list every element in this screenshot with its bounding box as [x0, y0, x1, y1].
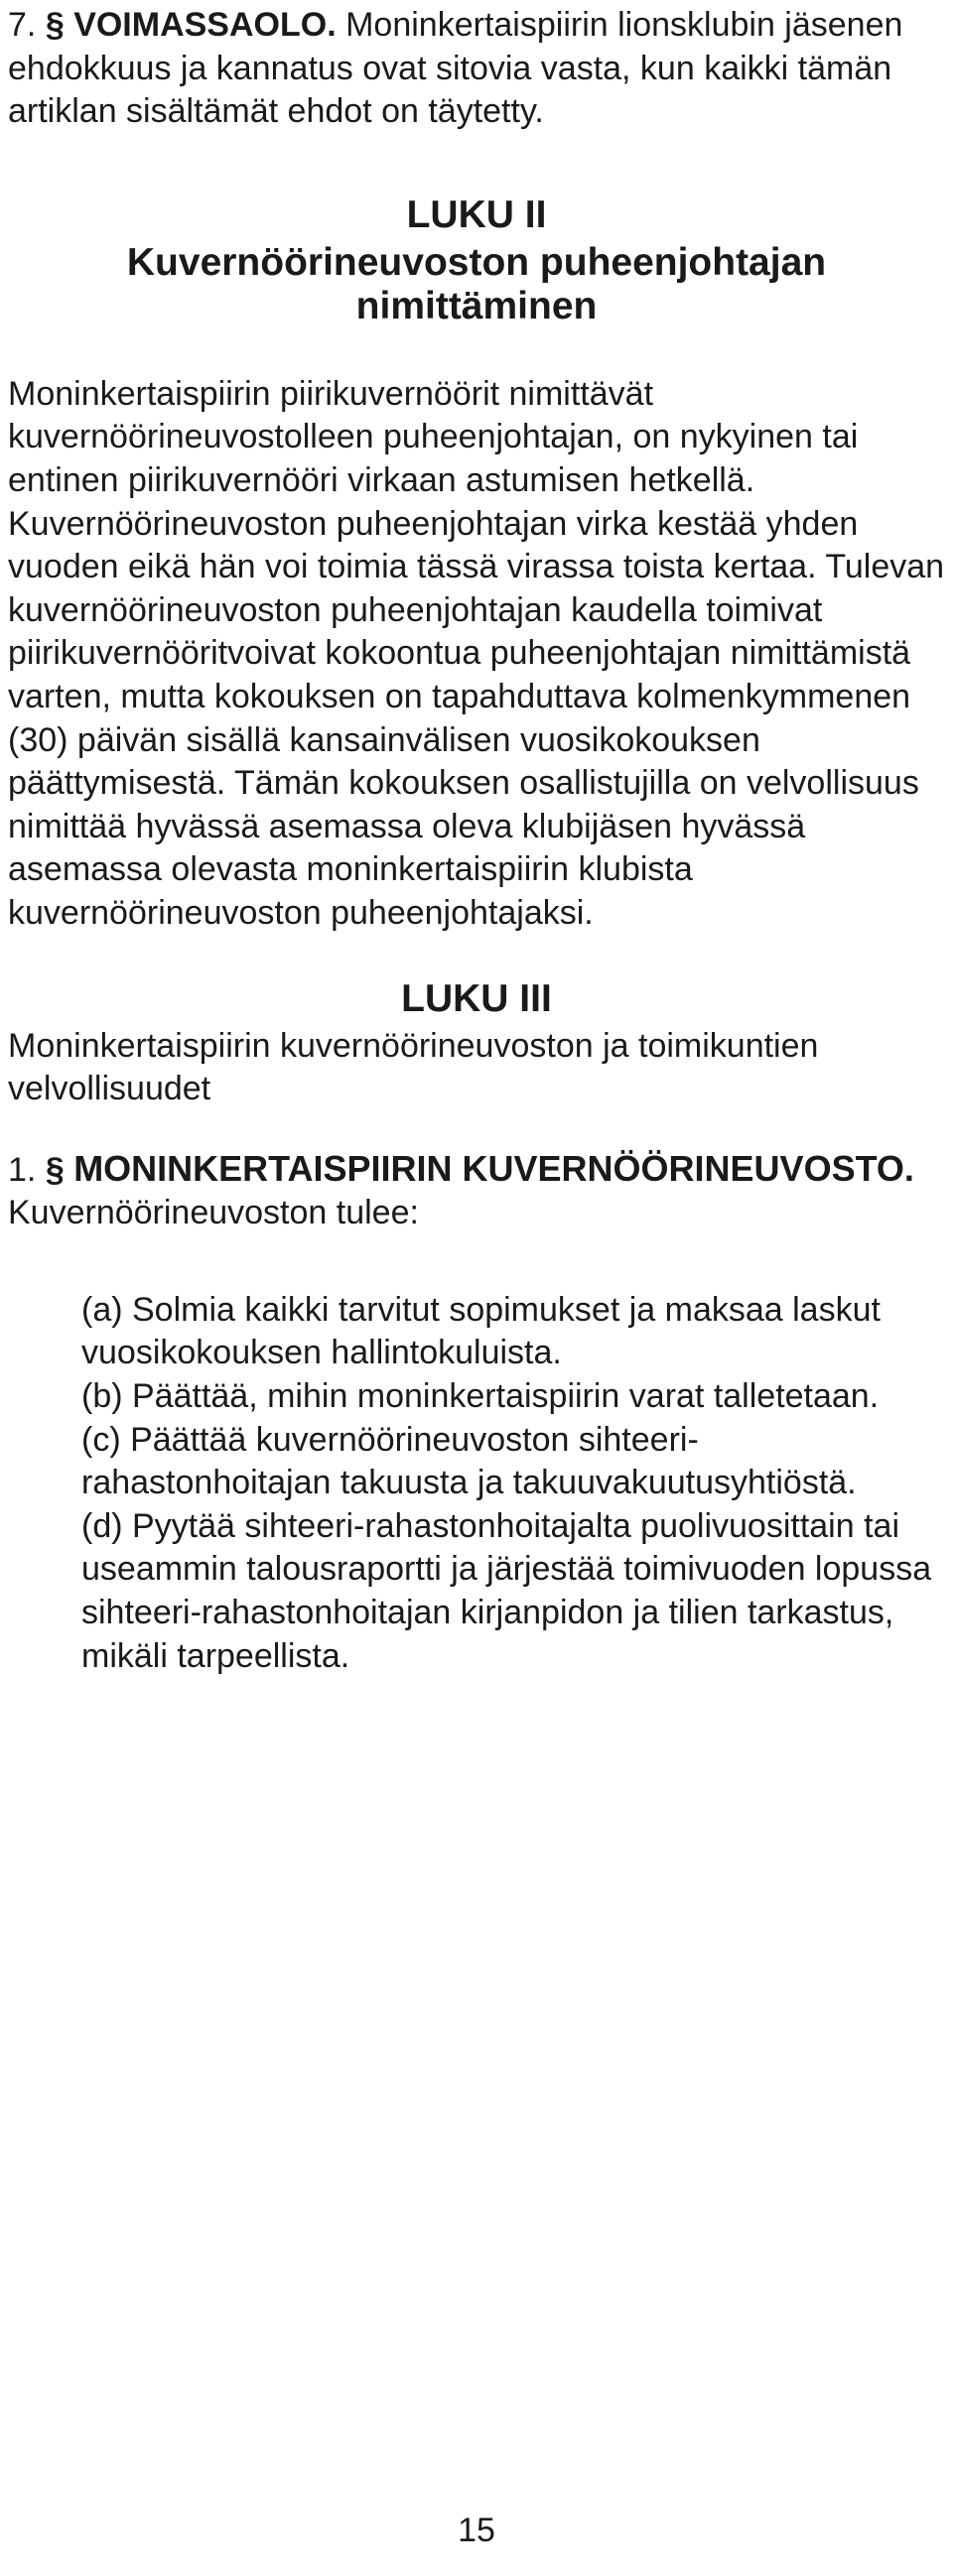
chapter-3-heading: LUKU III	[401, 976, 552, 1020]
chapter-2-heading: LUKU II	[406, 193, 547, 236]
list-item: (a) Solmia kaikki tarvitut sopimukset ja maksaa laskut vuosikokouksen hallintokuluista.	[81, 1290, 881, 1372]
section-symbol: §	[45, 6, 65, 44]
section-title: VOIMASSAOLO.	[73, 6, 337, 44]
section-number: 7.	[8, 6, 37, 44]
section-1-number: 1.	[8, 1150, 37, 1189]
section-1-title: MONINKERTAISPIIRIN KUVERNÖÖRINEUVOSTO.	[73, 1147, 914, 1189]
page-number: 15	[458, 2512, 495, 2549]
chapter-2-subheading: Kuvernöörineuvoston puheenjohtajan nimittäminen	[126, 240, 827, 327]
document-page	[8, 0, 945, 2576]
chapter-3-subheading: Moninkertaispiirin kuvernöörineuvoston ja toimikuntien velvollisuudet	[8, 1026, 819, 1108]
section-1-symbol: §	[45, 1150, 65, 1189]
section-1-text: Kuvernöörineuvoston tulee:	[8, 1194, 419, 1232]
duties-list	[8, 1289, 945, 1678]
chapter-2-paragraph: Moninkertaispiirin piirikuvernöörit nimittävät kuvernöörineuvostolleen puheenjohtajan, on nykyinen tai entinen piirikuvernööri virkaan astumisen hetkellä. Kuvernöörineuvoston puheenjohtajan virka kestää yhden vuoden eikä hän voi toimia tässä virassa toista kertaa. Tulevan kuvernöörineuvoston puheenjohtajan kaudella toimivat piirikuvernööritvoivat kokoontua puheenjohtajan nimittämistä varten, mutta kokouksen on tapahduttava kolmenkymmenen (30) päivän sisällä kansainvälisen vuosikokouksen päättymisestä. Tämän kokouksen osallistujilla on velvollisuus nimittää hyvässä asemassa oleva klubijäsen hyvässä asemassa olevasta moninkertaispiirin klubista kuvernöörineuvoston puheenjohtajaksi.	[8, 374, 945, 932]
section-text: Moninkertaispiirin lionsklubin jäsenen ehdokkuus ja kannatus ovat sitovia vasta, kun kaikki tämän artiklan sisältämät ehdot on täytetty.	[8, 6, 903, 131]
list-item: (b) Päättää, mihin moninkertaispiirin varat talletetaan.	[81, 1377, 880, 1416]
list-item: (c) Päättää kuvernöörineuvoston sihteeri-rahastonhoitajan takuusta ja takuuvakuutusyhtiöstä.	[81, 1420, 857, 1502]
section-1-paragraph	[8, 1147, 945, 1235]
list-item: (d) Pyytää sihteeri-rahastonhoitajalta puolivuosittain tai useammin talousraportti ja järjestää toimivuoden lopussa sihteeri-rahastonhoitajan kirjanpidon ja tilien tarkastus, mikäli tarpeellista.	[81, 1506, 932, 1675]
section-7-paragraph	[8, 0, 945, 134]
